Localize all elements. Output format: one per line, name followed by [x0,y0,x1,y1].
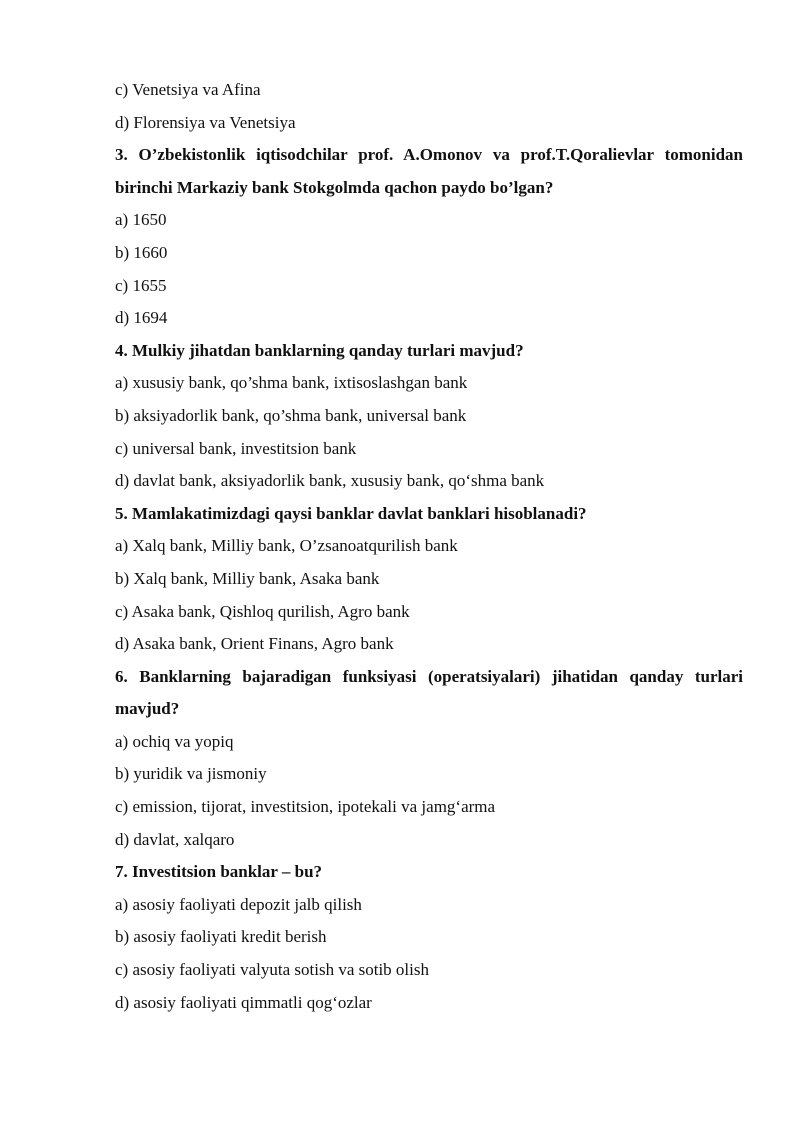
option-d: d) davlat, xalqaro [115,829,235,849]
option-a: a) 1650 [115,210,167,230]
option-a: a) asosiy faoliyati depozit jalb qilish [115,894,362,914]
option-b: b) asosiy faoliyati kredit berish [115,927,327,947]
option-d: d) davlat bank, aksiyadorlik bank, xususiy bank, qo‘shma bank [115,471,545,491]
option-d: d) asosiy faoliyati qimmatli qog‘ozlar [115,992,372,1012]
option-a: a) ochiq va yopiq [115,731,234,751]
question-7 [115,856,743,1019]
question-text: 5. Mamlakatimizdagi qaysi banklar davlat banklari hisoblanadi? [115,503,587,523]
question-text: 6. Banklarning bajaradigan funksiyasi (operatsiyalari) jihatidan qanday turlari mavjud? [115,666,743,719]
option-c: c) 1655 [115,275,167,295]
question-text: 7. Investitsion banklar – bu? [115,862,323,882]
option-c: c) universal bank, investitsion bank [115,438,357,458]
option-b: b) Xalq bank, Milliy bank, Asaka bank [115,568,380,588]
option-d: d) 1694 [115,308,168,328]
question-6 [115,661,743,857]
question-text: 3. O’zbekistonlik iqtisodchilar prof. A.Omonov va prof.T.Qoralievlar tomonidan birinchi Markaziy bank Stokgolmda qachon paydo bo’lgan? [115,145,743,197]
option-b: b) 1660 [115,242,168,262]
question-4 [115,335,743,498]
document-page [115,74,743,1019]
option-b: b) aksiyadorlik bank, qo’shma bank, universal bank [115,405,467,425]
question-3 [115,139,743,335]
question-text: 4. Mulkiy jihatdan banklarning qanday turlari mavjud? [115,340,524,360]
option-c: c) emission, tijorat, investitsion, ipotekali va jamg‘arma [115,797,496,817]
option-d: d) Asaka bank, Orient Finans, Agro bank [115,634,394,654]
option-a: a) Xalq bank, Milliy bank, O’zsanoatqurilish bank [115,536,458,556]
question-5 [115,498,743,661]
option-b: b) yuridik va jismoniy [115,764,267,784]
option-a: a) xususiy bank, qo’shma bank, ixtisoslashgan bank [115,373,468,393]
option-c: c) asosiy faoliyati valyuta sotish va sotib olish [115,960,429,980]
option-d: d) Florensiya va Venetsiya [115,112,296,132]
option-c: c) Venetsiya va Afina [115,80,261,99]
option-c: c) Asaka bank, Qishloq qurilish, Agro bank [115,601,410,621]
